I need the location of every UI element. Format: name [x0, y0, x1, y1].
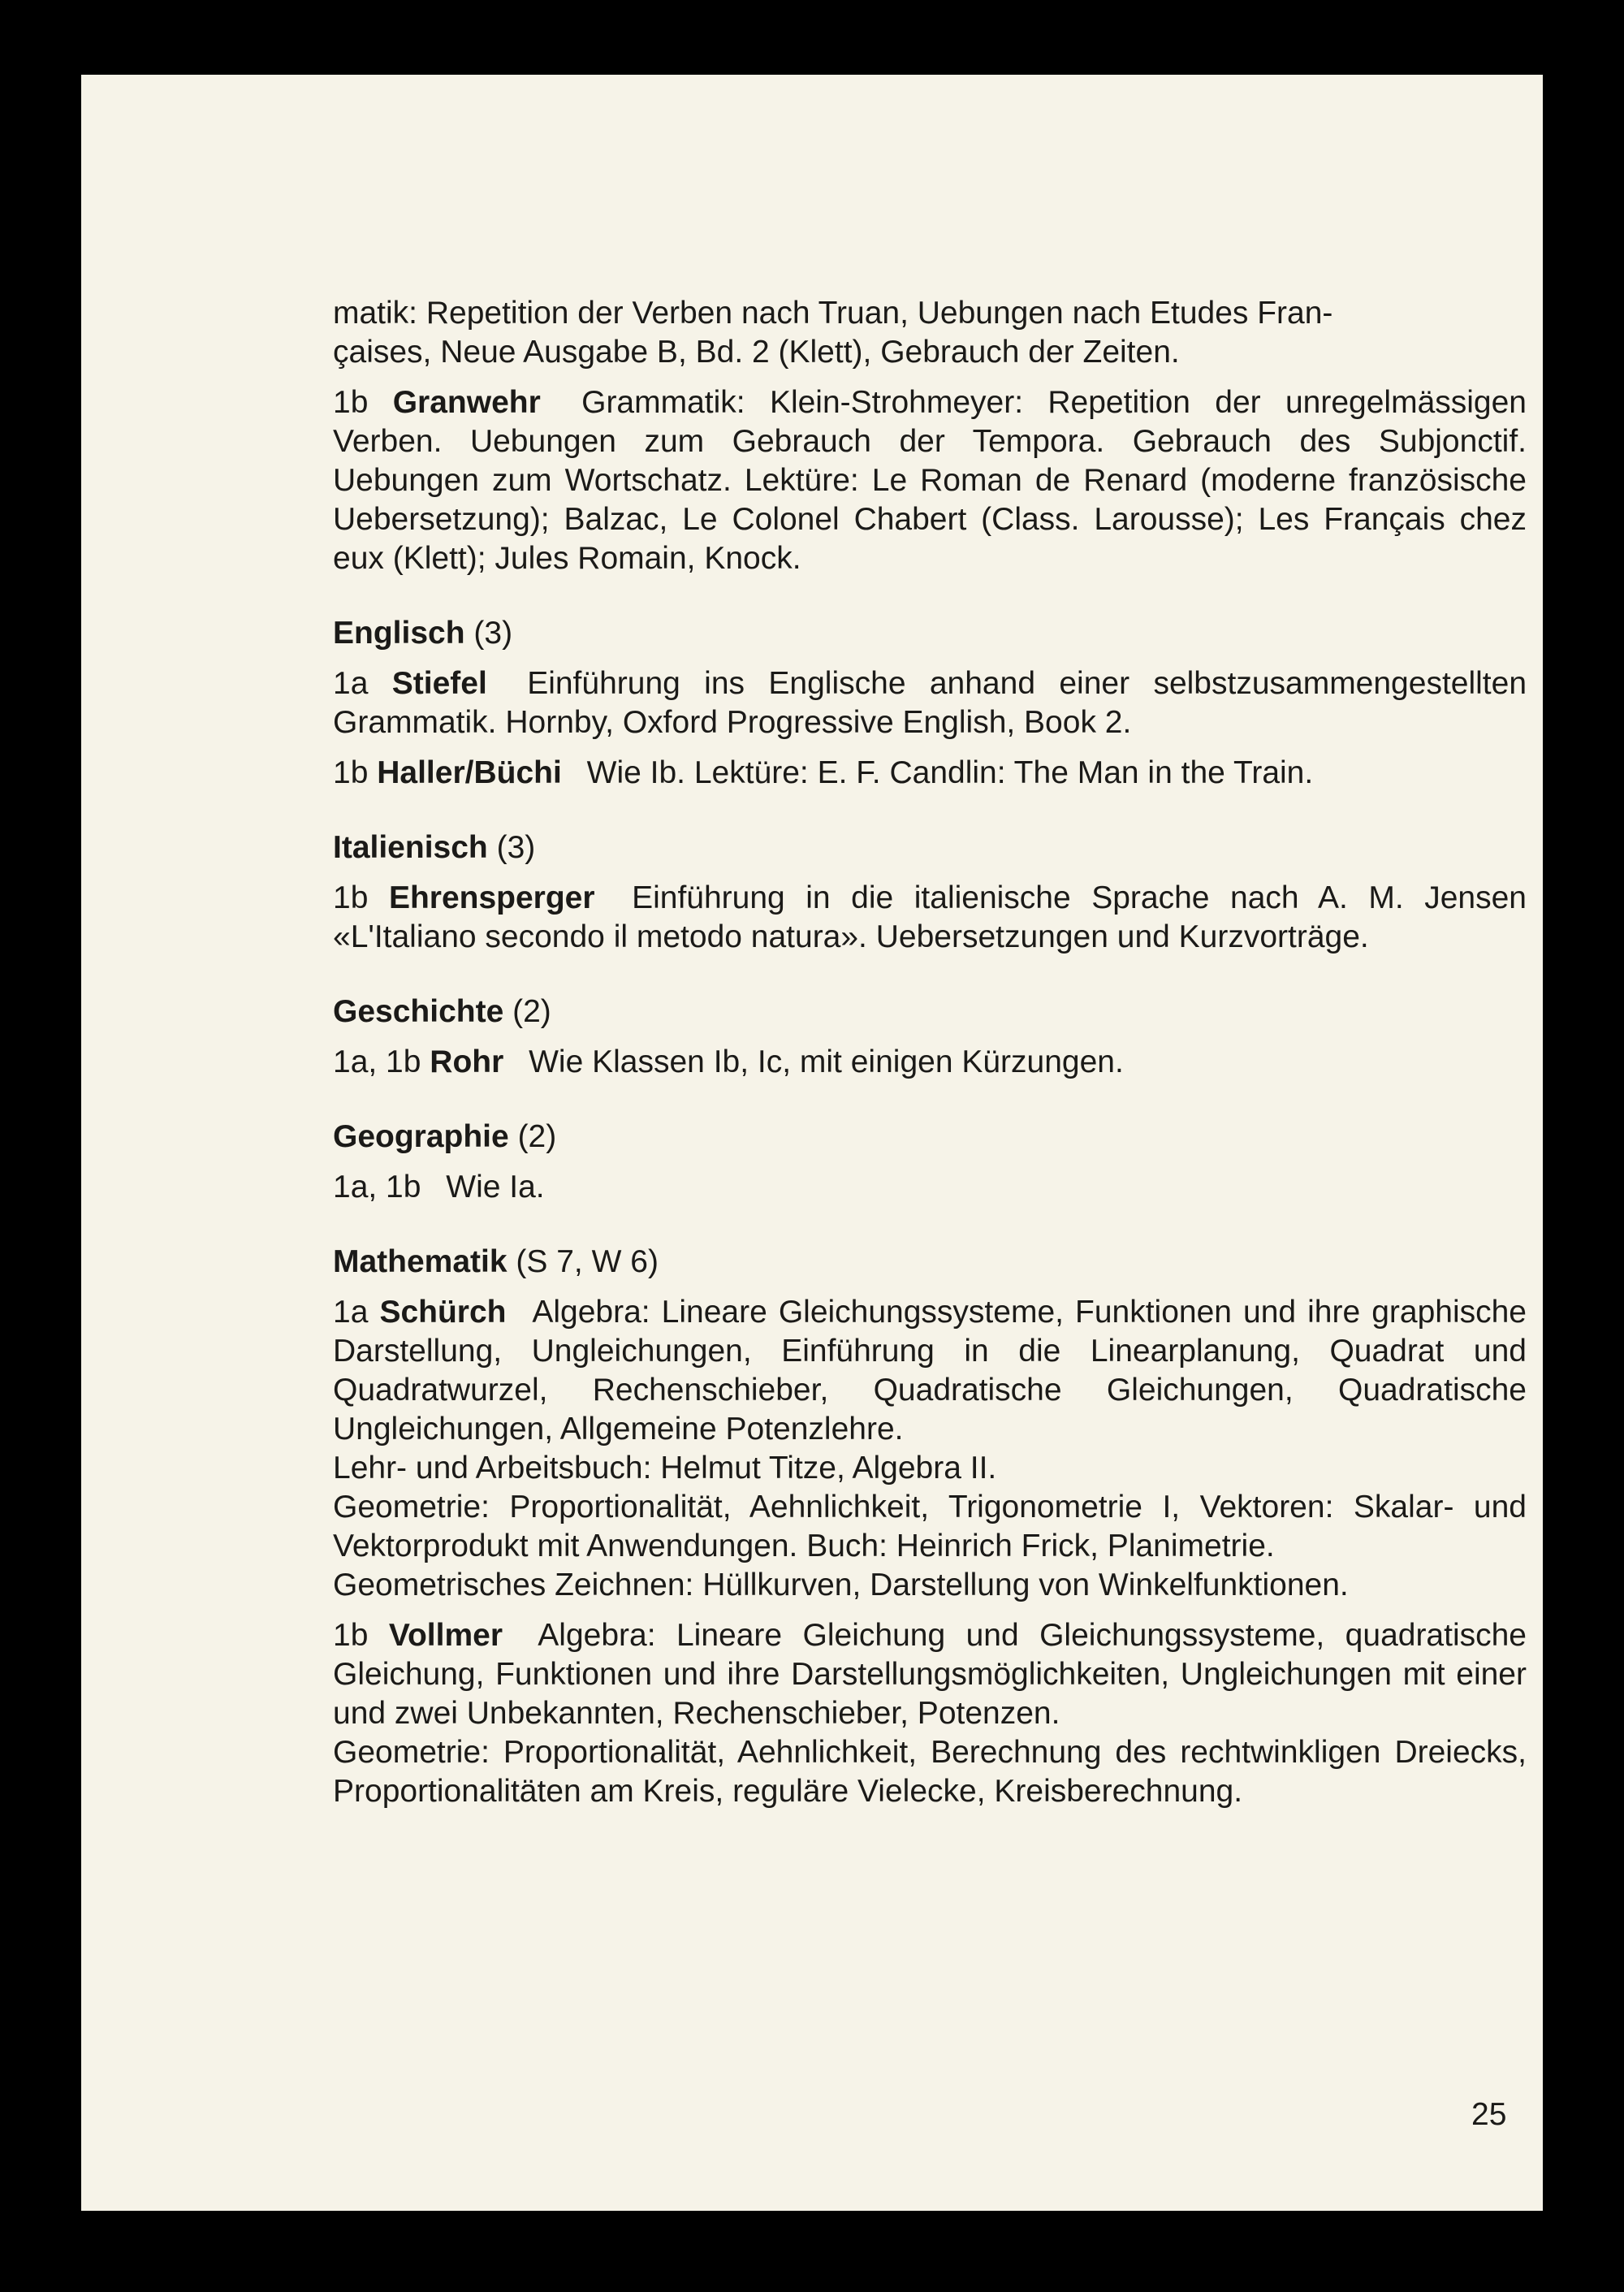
book-line: Lehr- und Arbeitsbuch: Helmut Titze, Algebra II. [333, 1451, 997, 1485]
zeichnen-paragraph: Geometrisches Zeichnen: Hüllkurven, Darstellung von Winkelfunktionen. [333, 1568, 1349, 1602]
class-label: 1b [333, 385, 369, 420]
intro-line-2: çaises, Neue Ausgabe B, Bd. 2 (Klett), Gebrauch der Zeiten. [333, 335, 1180, 370]
teacher-name: Vollmer [388, 1618, 503, 1653]
subject-title: Geographie [333, 1119, 509, 1154]
teacher-name: Granwehr [392, 385, 541, 420]
class-label: 1a, 1b [333, 1170, 421, 1204]
entry-text: Wie Klassen Ib, Ic, mit einigen Kürzungen. [529, 1044, 1124, 1079]
subject-title: Mathematik [333, 1244, 508, 1279]
entry-text: Algebra: Lineare Gleichungssysteme, Funktionen und ihre graphische Darstellung, Ungleichungen, Einführung in die Linearplanung, Quadrat und Quadratwurzel, Rechenschieber, Quadratische Gleichungen, Quadratische Ungleichungen, Allgemeine Potenzlehre. [333, 1295, 1527, 1447]
granwehr-entry [333, 383, 1527, 578]
mathematik-heading [333, 1243, 1527, 1282]
englisch-heading [333, 614, 1527, 653]
englisch-entry-1a [333, 664, 1527, 742]
subject-title: Italienisch [333, 830, 488, 865]
entry-text: Einführung ins Englische anhand einer selbstzusammengestellten Grammatik. Hornby, Oxford Progressive English, Book 2. [333, 666, 1527, 740]
englisch-entry-1b [333, 754, 1527, 793]
geschichte-entry [333, 1043, 1527, 1082]
teacher-name: Stiefel [391, 666, 487, 701]
teacher-name: Ehrensperger [388, 880, 595, 915]
document-page [81, 75, 1543, 2211]
entry-text: Einführung in die italienische Sprache nach A. M. Jensen «L'Italiano secondo il metodo natura». Uebersetzungen und Kurzvorträge. [333, 880, 1527, 954]
italienisch-entry-1b [333, 879, 1527, 957]
mathematik-entry-1b [333, 1616, 1527, 1811]
subject-hours: (3) [473, 616, 513, 651]
geographie-heading [333, 1118, 1527, 1157]
subject-title: Englisch [333, 616, 465, 651]
teacher-name: Rohr [430, 1044, 504, 1079]
entry-text: Wie Ib. Lektüre: E. F. Candlin: The Man in the Train. [586, 755, 1314, 790]
teacher-name: Haller/Büchi [377, 755, 562, 790]
algebra-paragraph [333, 1616, 1527, 1733]
entry-text: Grammatik: Klein-Strohmeyer: Repetition der unregelmässigen Verben. Uebungen zum Gebrauch der Tempora. Gebrauch des Subjonctif. Uebungen zum Wortschatz. Lektüre: Le Roman de Renard (moderne französische Uebersetzung); Balzac, Le Colonel Chabert (Class. Larousse); Les Français chez eux (Klett); Jules Romain, Knock. [333, 385, 1527, 576]
subject-hours: (S 7, W 6) [516, 1244, 659, 1279]
geographie-entry [333, 1168, 1527, 1207]
page-number: 25 [1471, 2097, 1507, 2132]
teacher-name: Schürch [379, 1295, 507, 1330]
intro-paragraph [333, 294, 1527, 372]
subject-hours: (3) [496, 830, 536, 865]
intro-line-1: matik: Repetition der Verben nach Truan, Uebungen nach Etudes Fran- [333, 296, 1333, 331]
class-label: 1a, 1b [333, 1044, 421, 1079]
subject-title: Geschichte [333, 994, 504, 1029]
class-label: 1a [333, 666, 369, 701]
class-label: 1b [333, 755, 369, 790]
page-content [333, 294, 1527, 1823]
geschichte-heading [333, 992, 1527, 1031]
subject-hours: (2) [512, 994, 551, 1029]
subject-hours: (2) [517, 1119, 557, 1154]
class-label: 1a [333, 1295, 369, 1330]
class-label: 1b [333, 880, 369, 915]
entry-text: Wie Ia. [446, 1170, 545, 1204]
italienisch-heading [333, 828, 1527, 867]
geometrie-paragraph: Geometrie: Proportionalität, Aehnlichkeit, Trigonometrie I, Vektoren: Skalar- und Vektorprodukt mit Anwendungen. Buch: Heinrich Frick, Planimetrie. [333, 1490, 1527, 1563]
algebra-paragraph [333, 1293, 1527, 1449]
entry-text: Algebra: Lineare Gleichung und Gleichungssysteme, quadratische Gleichung, Funktionen und ihre Darstellungsmöglichkeiten, Ungleichungen mit einer und zwei Unbekannten, Rechenschieber, Potenzen. [333, 1618, 1527, 1731]
geometrie-paragraph: Geometrie: Proportionalität, Aehnlichkeit, Berechnung des rechtwinkligen Dreiecks, Proportionalitäten am Kreis, reguläre Vielecke, Kreisberechnung. [333, 1735, 1527, 1809]
mathematik-entry-1a [333, 1293, 1527, 1605]
class-label: 1b [333, 1618, 369, 1653]
